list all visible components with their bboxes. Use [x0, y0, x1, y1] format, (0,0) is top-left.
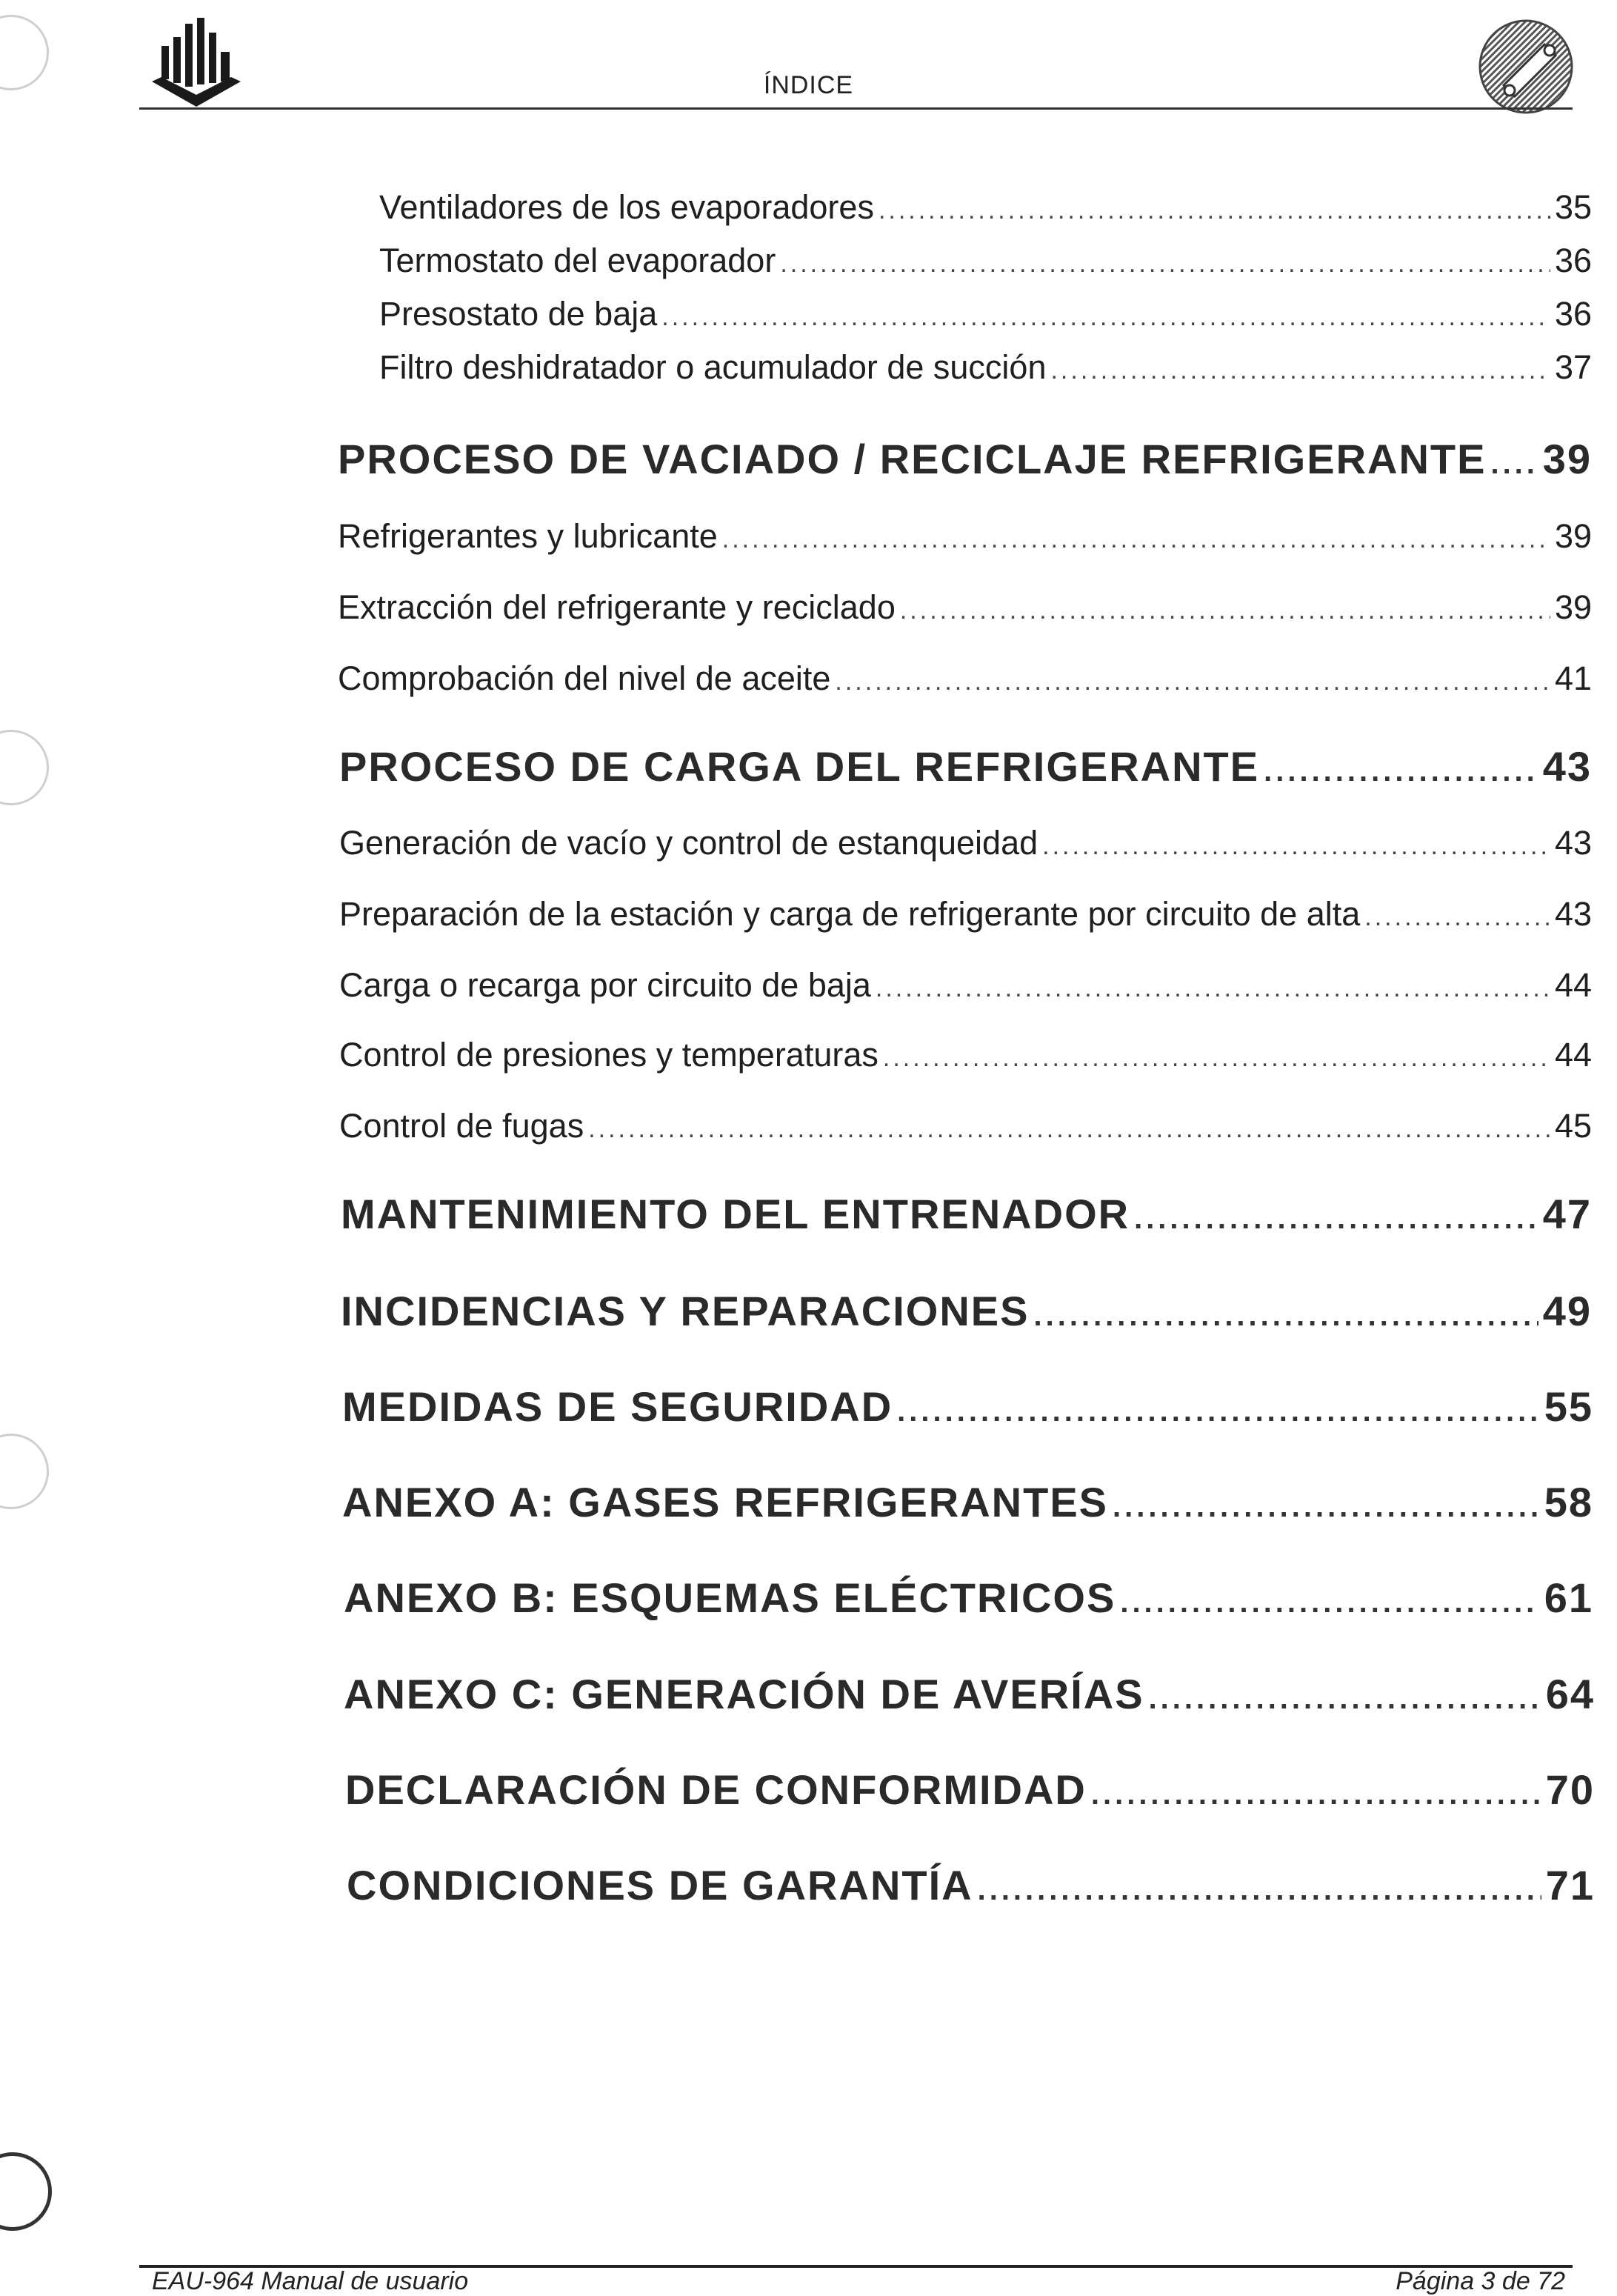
- toc-entry-page: 44: [1554, 1036, 1592, 1074]
- toc-section-entry[interactable]: [341, 1287, 1592, 1335]
- toc-entry-title: Control de presiones y temperaturas: [339, 1036, 878, 1074]
- toc-entry-page: 44: [1554, 966, 1592, 1004]
- toc-entry-title: Presostato de baja: [379, 295, 658, 333]
- dot-leader: [1042, 832, 1550, 861]
- footer-document-title: EAU-964 Manual de usuario: [152, 2267, 469, 2295]
- toc-section-title: CONDICIONES DE GARANTÍA: [347, 1862, 973, 1909]
- toc-section-page: 55: [1544, 1383, 1593, 1430]
- punch-hole: [0, 1434, 49, 1509]
- dot-leader: [1034, 1300, 1538, 1333]
- dot-leader: [1091, 1778, 1541, 1811]
- toc-entry[interactable]: [379, 242, 1592, 280]
- toc-entry-page: 39: [1554, 517, 1592, 555]
- toc-entry[interactable]: [339, 1036, 1592, 1074]
- toc-entry[interactable]: [338, 659, 1592, 698]
- toc-section-page: 64: [1545, 1671, 1595, 1717]
- toc-section-entry[interactable]: [339, 742, 1592, 791]
- toc-section-entry[interactable]: [341, 1190, 1592, 1238]
- toc-section-title: ANEXO B: ESQUEMAS ELÉCTRICOS: [344, 1574, 1116, 1621]
- toc-section-page: 39: [1542, 436, 1592, 482]
- toc-entry-title: Generación de vacío y control de estanqueidad: [339, 824, 1038, 862]
- dot-leader: [661, 303, 1550, 332]
- toc-section-title: INCIDENCIAS Y REPARACIONES: [341, 1288, 1030, 1334]
- toc-section-page: 47: [1542, 1191, 1592, 1237]
- toc-entry-page: 36: [1554, 295, 1592, 333]
- toc-entry-title: Filtro deshidratador o acumulador de succión: [379, 348, 1047, 386]
- toc-entry[interactable]: [339, 1107, 1592, 1145]
- toc-entry-title: Termostato del evaporador: [379, 242, 776, 279]
- toc-entry-page: 35: [1554, 188, 1592, 226]
- toc-section-entry[interactable]: [338, 435, 1592, 483]
- header-divider: [139, 107, 1573, 110]
- toc-section-title: PROCESO DE CARGA DEL REFRIGERANTE: [339, 743, 1260, 790]
- toc-section-page: 58: [1544, 1479, 1593, 1525]
- toc-entry-page: 36: [1554, 242, 1592, 279]
- dot-leader: [588, 1115, 1550, 1144]
- toc-entry[interactable]: [339, 895, 1592, 934]
- dot-leader: [1050, 356, 1550, 385]
- toc-entry[interactable]: [339, 966, 1592, 1005]
- toc-entry-page: 41: [1554, 659, 1592, 697]
- toc-section-entry[interactable]: [342, 1478, 1593, 1526]
- dot-leader: [1149, 1683, 1541, 1716]
- circular-emblem-icon: [1474, 15, 1578, 119]
- dot-leader: [978, 1874, 1541, 1907]
- toc-entry[interactable]: [379, 348, 1592, 387]
- dot-leader: [883, 1044, 1550, 1073]
- toc-entry[interactable]: [379, 188, 1592, 227]
- page-header-title: ÍNDICE: [763, 71, 854, 99]
- toc-entry-page: 45: [1554, 1107, 1592, 1145]
- toc-entry-title: Extracción del refrigerante y reciclado: [338, 588, 896, 626]
- toc-entry-page: 43: [1554, 824, 1592, 862]
- toc-section-page: 71: [1545, 1862, 1595, 1909]
- toc-section-page: 70: [1545, 1766, 1595, 1813]
- dot-leader: [780, 250, 1550, 279]
- punch-hole: [0, 2152, 52, 2231]
- toc-entry[interactable]: [338, 517, 1592, 556]
- toc-entry-title: Carga o recarga por circuito de baja: [339, 966, 871, 1004]
- toc-section-title: MEDIDAS DE SEGURIDAD: [342, 1383, 893, 1430]
- toc-section-title: DECLARACIÓN DE CONFORMIDAD: [345, 1766, 1087, 1813]
- toc-entry-title: Control de fugas: [339, 1107, 584, 1145]
- footer-page-number: Página 3 de 72: [1396, 2267, 1565, 2295]
- toc-entry-page: 39: [1554, 588, 1592, 626]
- toc-section-page: 43: [1542, 743, 1592, 790]
- dot-leader: [1364, 903, 1550, 932]
- toc-entry-title: Ventiladores de los evaporadores: [379, 188, 874, 226]
- toc-entry-title: Preparación de la estación y carga de refrigerante por circuito de alta: [339, 895, 1361, 933]
- punch-hole: [0, 730, 49, 805]
- toc-section-entry[interactable]: [345, 1766, 1595, 1814]
- toc-entry[interactable]: [338, 588, 1592, 627]
- dot-leader: [835, 668, 1550, 696]
- dot-leader: [878, 196, 1550, 225]
- dot-leader: [722, 525, 1550, 554]
- dot-leader: [1490, 447, 1538, 481]
- dot-leader: [900, 596, 1550, 625]
- toc-entry-title: Refrigerantes y lubricante: [338, 517, 718, 555]
- toc-section-page: 49: [1542, 1288, 1592, 1334]
- dot-leader: [1264, 755, 1538, 788]
- toc-entry[interactable]: [379, 295, 1592, 333]
- toc-entry-page: 43: [1554, 895, 1592, 933]
- toc-section-title: PROCESO DE VACIADO / RECICLAJE REFRIGERANTE: [338, 436, 1487, 482]
- toc-section-title: ANEXO A: GASES REFRIGERANTES: [342, 1479, 1109, 1525]
- dot-leader: [876, 974, 1550, 1003]
- dot-leader: [1134, 1202, 1538, 1236]
- toc-section-entry[interactable]: [347, 1861, 1595, 1909]
- toc-section-entry[interactable]: [344, 1574, 1593, 1622]
- toc-entry[interactable]: [339, 824, 1592, 862]
- dot-leader: [897, 1395, 1540, 1428]
- dot-leader: [1113, 1491, 1540, 1524]
- toc-section-entry[interactable]: [342, 1382, 1593, 1431]
- toc-section-page: 61: [1544, 1574, 1593, 1621]
- dot-leader: [1120, 1586, 1539, 1620]
- toc-section-entry[interactable]: [344, 1670, 1595, 1718]
- toc-entry-page: 37: [1554, 348, 1592, 386]
- toc-entry-title: Comprobación del nivel de aceite: [338, 659, 831, 697]
- toc-section-title: MANTENIMIENTO DEL ENTRENADOR: [341, 1191, 1130, 1237]
- toc-section-title: ANEXO C: GENERACIÓN DE AVERÍAS: [344, 1671, 1144, 1717]
